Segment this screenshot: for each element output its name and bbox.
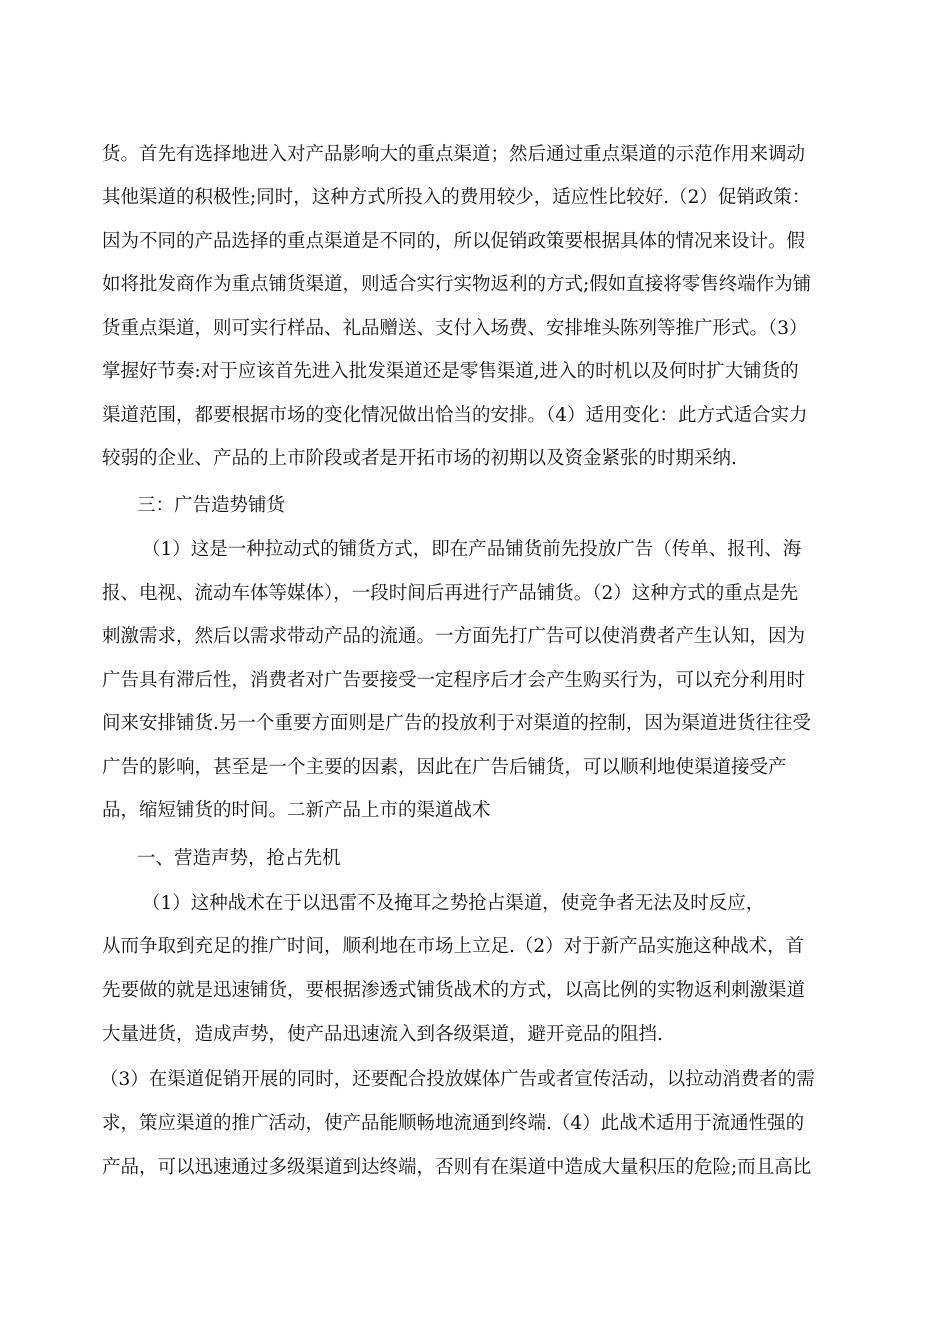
text-line: 渠道范围，都要根据市场的变化情况做出恰当的安排。（4）适用变化：此方式适合实力	[102, 405, 808, 426]
text-line: 如将批发商作为重点铺货渠道，则适合实行实物返利的方式;假如直接将零售终端作为铺	[102, 274, 812, 295]
text-line: 先要做的就是迅速铺货，要根据渗透式铺货战术的方式，以高比例的实物返利刺激渠道	[102, 980, 806, 1001]
paragraph-start: （1）这种战术在于以迅雷不及掩耳之势抢占渠道，使竞争者无法及时反应，	[142, 893, 765, 914]
text-line: 因为不同的产品选择的重点渠道是不同的，所以促销政策要根据具体的情况来设计。假	[102, 231, 806, 252]
paragraph-start: （3）在渠道促销开展的同时，还要配合投放媒体广告或者宣传活动，以拉动消费者的需	[100, 1069, 815, 1090]
text-line: 掌握好节奏:对于应该首先进入批发渠道还是零售渠道,进入的时机以及何时扩大铺货的	[102, 361, 799, 382]
paragraph-start: （1）这是一种拉动式的铺货方式，即在产品铺货前先投放广告（传单、报刊、海	[142, 539, 802, 560]
text-line: 求，策应渠道的推广活动，使产品能顺畅地流通到终端.（4）此战术适用于流通性强的	[102, 1113, 805, 1134]
section-heading: 一、营造声势，抢占先机	[137, 848, 341, 869]
text-line: 广告的影响，甚至是一个主要的因素，因此在广告后铺货，可以顺利地使渠道接受产	[102, 757, 787, 778]
text-line: 大量进货，造成声势，使产品迅速流入到各级渠道，避开竞品的阻挡.	[102, 1024, 663, 1045]
text-line: 货。首先有选择地进入对产品影响大的重点渠道；然后通过重点渠道的示范作用来调动	[102, 144, 806, 165]
text-line: 间来安排铺货.另一个重要方面则是广告的投放利于对渠道的控制，因为渠道进货往往受	[102, 713, 811, 734]
section-heading: 三：广告造势铺货	[137, 495, 286, 516]
text-line: 产品，可以迅速通过多级渠道到达终端，否则有在渠道中造成大量积压的危险;而且高比	[102, 1157, 812, 1178]
text-line: 从而争取到充足的推广时间，顺利地在市场上立足.（2）对于新产品实施这种战术，首	[102, 936, 805, 957]
text-line: 广告具有滞后性，消费者对广告要接受一定程序后才会产生购买行为，可以充分利用时	[102, 670, 806, 691]
text-line: 货重点渠道，则可实行样品、礼品赠送、支付入场费、安排堆头陈列等推广形式。（3）	[102, 318, 808, 339]
text-line: 报、电视、流动车体等媒体），一段时间后再进行产品铺货。（2）这种方式的重点是先	[102, 583, 799, 604]
text-line: 较弱的企业、产品的上市阶段或者是开拓市场的初期以及资金紧张的时期采纳.	[102, 448, 737, 469]
text-line: 品，缩短铺货的时间。二新产品上市的渠道战术	[102, 800, 491, 821]
text-line: 刺激需求，然后以需求带动产品的流通。一方面先打广告可以使消费者产生认知，因为	[102, 626, 806, 647]
text-line: 其他渠道的积极性;同时，这种方式所投入的费用较少，适应性比较好.（2）促销政策：	[102, 187, 811, 208]
